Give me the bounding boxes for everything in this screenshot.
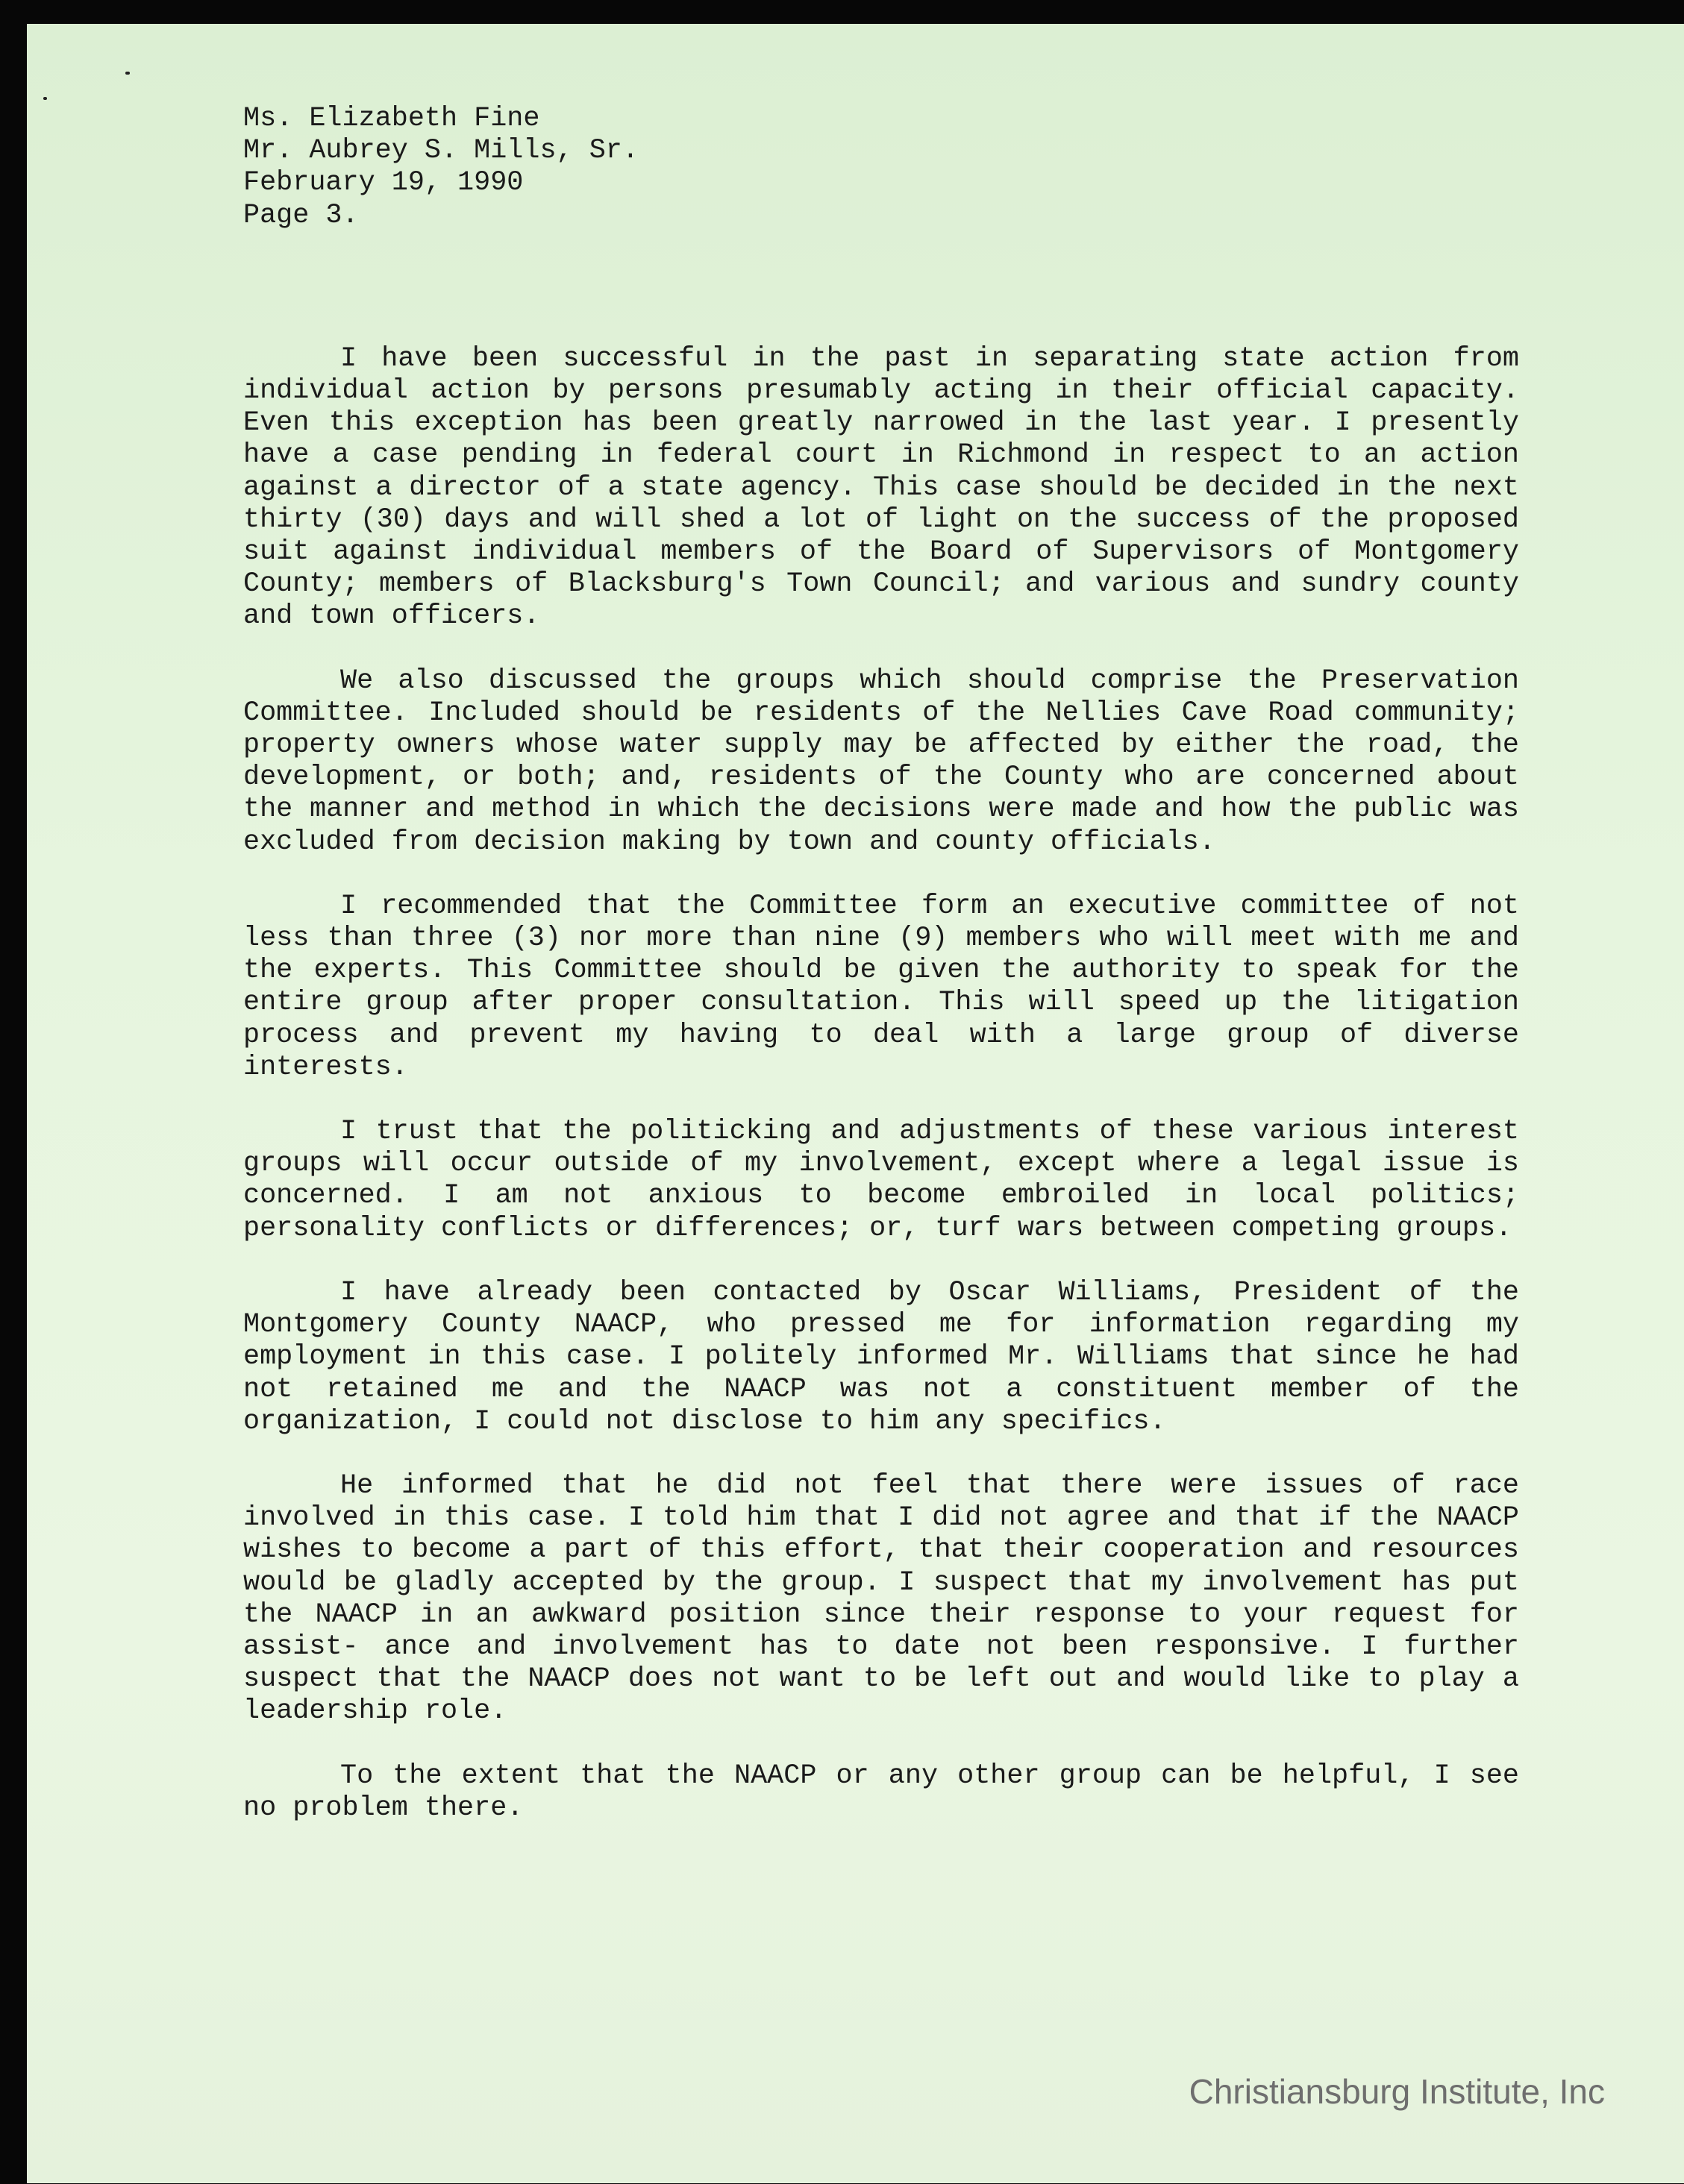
scan-speck xyxy=(43,97,47,100)
recipient-line-1: Ms. Elizabeth Fine xyxy=(243,103,540,134)
paragraph-6: He informed that he did not feel that there were issues of race involved in this case. I told him that I did not agree and that if the NAACP wishes to become a part of this effort, that their cooperation and resources would be gladly accepted by the group. I suspect that my involvement has put the NAACP in an awkward position since their response to your request for assist- ance and involvement has to date not been responsive. I further suspect that the NAACP does not want to be left out and would like to play a leadership role. xyxy=(243,1469,1519,1728)
paragraph-2: We also discussed the groups which should comprise the Preservation Committee. Included should be residents of the Nellies Cave Road community; property owners whose water supply may be affected by either the road, the development, or both; and, residents of the County who are concerned about the manner and method in which the decisions were made and how the public was excluded from decision making by town and county officials. xyxy=(243,665,1519,858)
paragraph-5: I have already been contacted by Oscar Williams, President of the Montgomery County NAACP, who pressed me for information regarding my employment in this case. I politely informed Mr. Williams that since he had not retained me and the NAACP was not a constituent member of the organization, I could not disclose to him any specifics. xyxy=(243,1276,1519,1437)
watermark: Christiansburg Institute, Inc xyxy=(1189,2072,1605,2111)
scan-speck xyxy=(125,72,130,75)
page-number: Page 3. xyxy=(243,199,359,231)
paragraph-1: I have been successful in the past in separating state action from individual action by persons presumably acting in their official capacity. Even this exception has been greatly narrowed in the last year. I presently have a case pending in federal court in Richmond in respect to an action against a director of a state agency. This case should be decided in the next thirty (30) days and will shed a lot of light on the success of the proposed suit against individual members of the Board of Supervisors of Montgomery County; members of Blacksburg's Town Council; and various and sundry county and town officers. xyxy=(243,342,1519,633)
letter-date: February 19, 1990 xyxy=(243,167,524,199)
letter-body xyxy=(243,103,1519,1824)
letter-header xyxy=(243,103,1519,232)
recipient-line-2: Mr. Aubrey S. Mills, Sr. xyxy=(243,135,639,167)
paragraph-7: To the extent that the NAACP or any other group can be helpful, I see no problem there. xyxy=(243,1760,1519,1824)
paragraph-4: I trust that the politicking and adjustments of these various interest groups will occur outside of my involvement, except where a legal issue is concerned. I am not anxious to become embroiled in local politics; personality conflicts or differences; or, turf wars between competing groups. xyxy=(243,1116,1519,1244)
paragraph-3: I recommended that the Committee form an executive committee of not less than three (3) nor more than nine (9) members who will meet with me and the experts. This Committee should be given the authority to speak for the entire group after proper consultation. This will speed up the litigation process and prevent my having to deal with a large group of diverse interests. xyxy=(243,890,1519,1083)
